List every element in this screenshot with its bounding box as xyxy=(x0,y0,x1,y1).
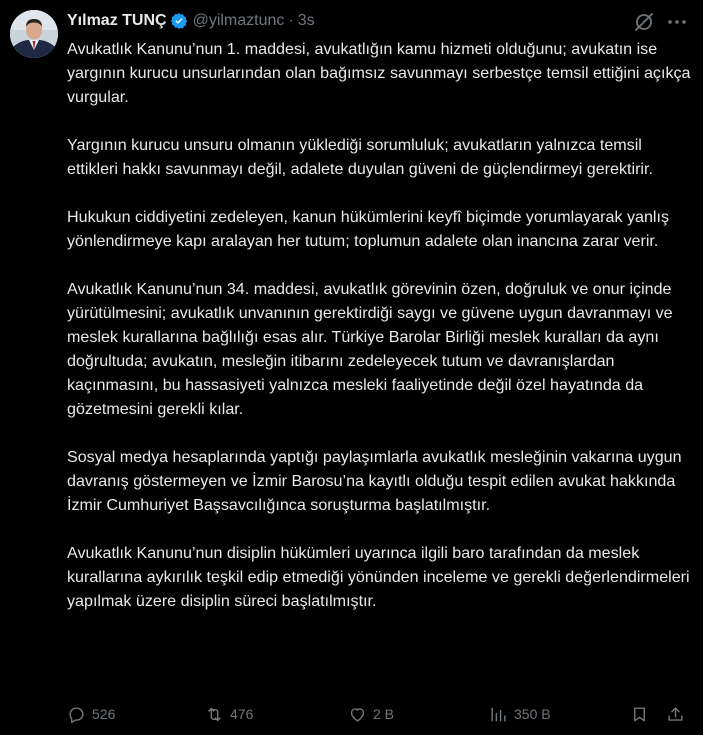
share-button[interactable] xyxy=(666,702,685,726)
action-bar xyxy=(67,702,693,726)
like-button[interactable] xyxy=(348,702,394,726)
reply-icon xyxy=(67,705,86,724)
reply-count: 526 xyxy=(92,706,116,722)
paragraph: Avukatlık Kanunu’nun disiplin hükümleri uyarınca ilgili baro tarafından da meslek kurallarına aykırılık teşkil edip etmediği yönünden inceleme ve gerekli değerlendirmeleri yapılmak üzere disiplin süreci başlatılmıştır. xyxy=(67,544,690,610)
repost-count: 476 xyxy=(230,706,254,722)
paragraph: Sosyal medya hesaplarında yaptığı paylaşımlarla avukatlık mesleğinin vakarına uygun davranış göstermeyen ve İzmir Barosu’na kayıtlı olduğu tespit edilen avukat hakkında İzmir Cumhuriyet Başsavcılığınca soruşturma başlatılmıştır. xyxy=(67,448,682,514)
tweet-header xyxy=(67,10,315,32)
grok-icon[interactable] xyxy=(634,12,654,32)
repost-button[interactable] xyxy=(205,702,253,726)
like-count: 2 B xyxy=(373,706,395,722)
tweet-body xyxy=(67,37,693,613)
share-icon xyxy=(666,705,685,724)
separator-dot: · xyxy=(288,12,294,29)
paragraph: Avukatlık Kanunu’nun 34. maddesi, avukatlık görevinin özen, doğruluk ve onur içinde yürütülmesini; avukatlık unvanının gerektirdiği saygı ve güvene uygun davranmayı ve meslek kurallarına bağlılığı esas alır. Türkiye Barolar Birliği meslek kuralları da aynı doğrultuda; avukatın, mesleğin itibarını zedeleyecek tutum ve davranışlardan kaçınmasını, bu hassasiyeti yalnızca mesleki faaliyetinde değil özel hayatında da gözetmesini gerekli kılar. xyxy=(67,280,673,418)
more-options-icon[interactable] xyxy=(667,14,687,30)
views-count: 350 B xyxy=(514,706,551,722)
handle[interactable]: @yilmaztunc xyxy=(192,12,285,29)
repost-icon xyxy=(205,705,224,724)
verified-badge-icon xyxy=(170,12,188,30)
avatar[interactable] xyxy=(10,10,58,58)
views-button[interactable] xyxy=(489,702,551,726)
like-heart-icon xyxy=(348,705,367,724)
bookmark-button[interactable] xyxy=(630,702,649,726)
bookmark-icon xyxy=(630,705,649,724)
display-name[interactable]: Yılmaz TUNÇ xyxy=(67,12,167,29)
paragraph: Hukukun ciddiyetini zedeleyen, kanun hükümlerini keyfî biçimde yorumlayarak yanlış yönlendirmeye kapı aralayan her tutum; toplumun adalete olan inancına zarar verir. xyxy=(67,208,670,250)
timestamp[interactable]: 3s xyxy=(297,12,315,29)
reply-button[interactable] xyxy=(67,702,115,726)
paragraph: Avukatlık Kanunu’nun 1. maddesi, avukatlığın kamu hizmeti olduğunu; avukatın ise yargının kurucu unsurlarından olan bağımsız savunmayı serbestçe temsil ettiğini açıkça vurgular. xyxy=(67,40,691,106)
paragraph: Yargının kurucu unsuru olmanın yüklediği sorumluluk; avukatların yalnızca temsil ettikleri hakkı savunmayı değil, adalete duyulan güveni de güçlendirmeyi gerektirir. xyxy=(67,136,653,178)
views-chart-icon xyxy=(489,705,508,724)
